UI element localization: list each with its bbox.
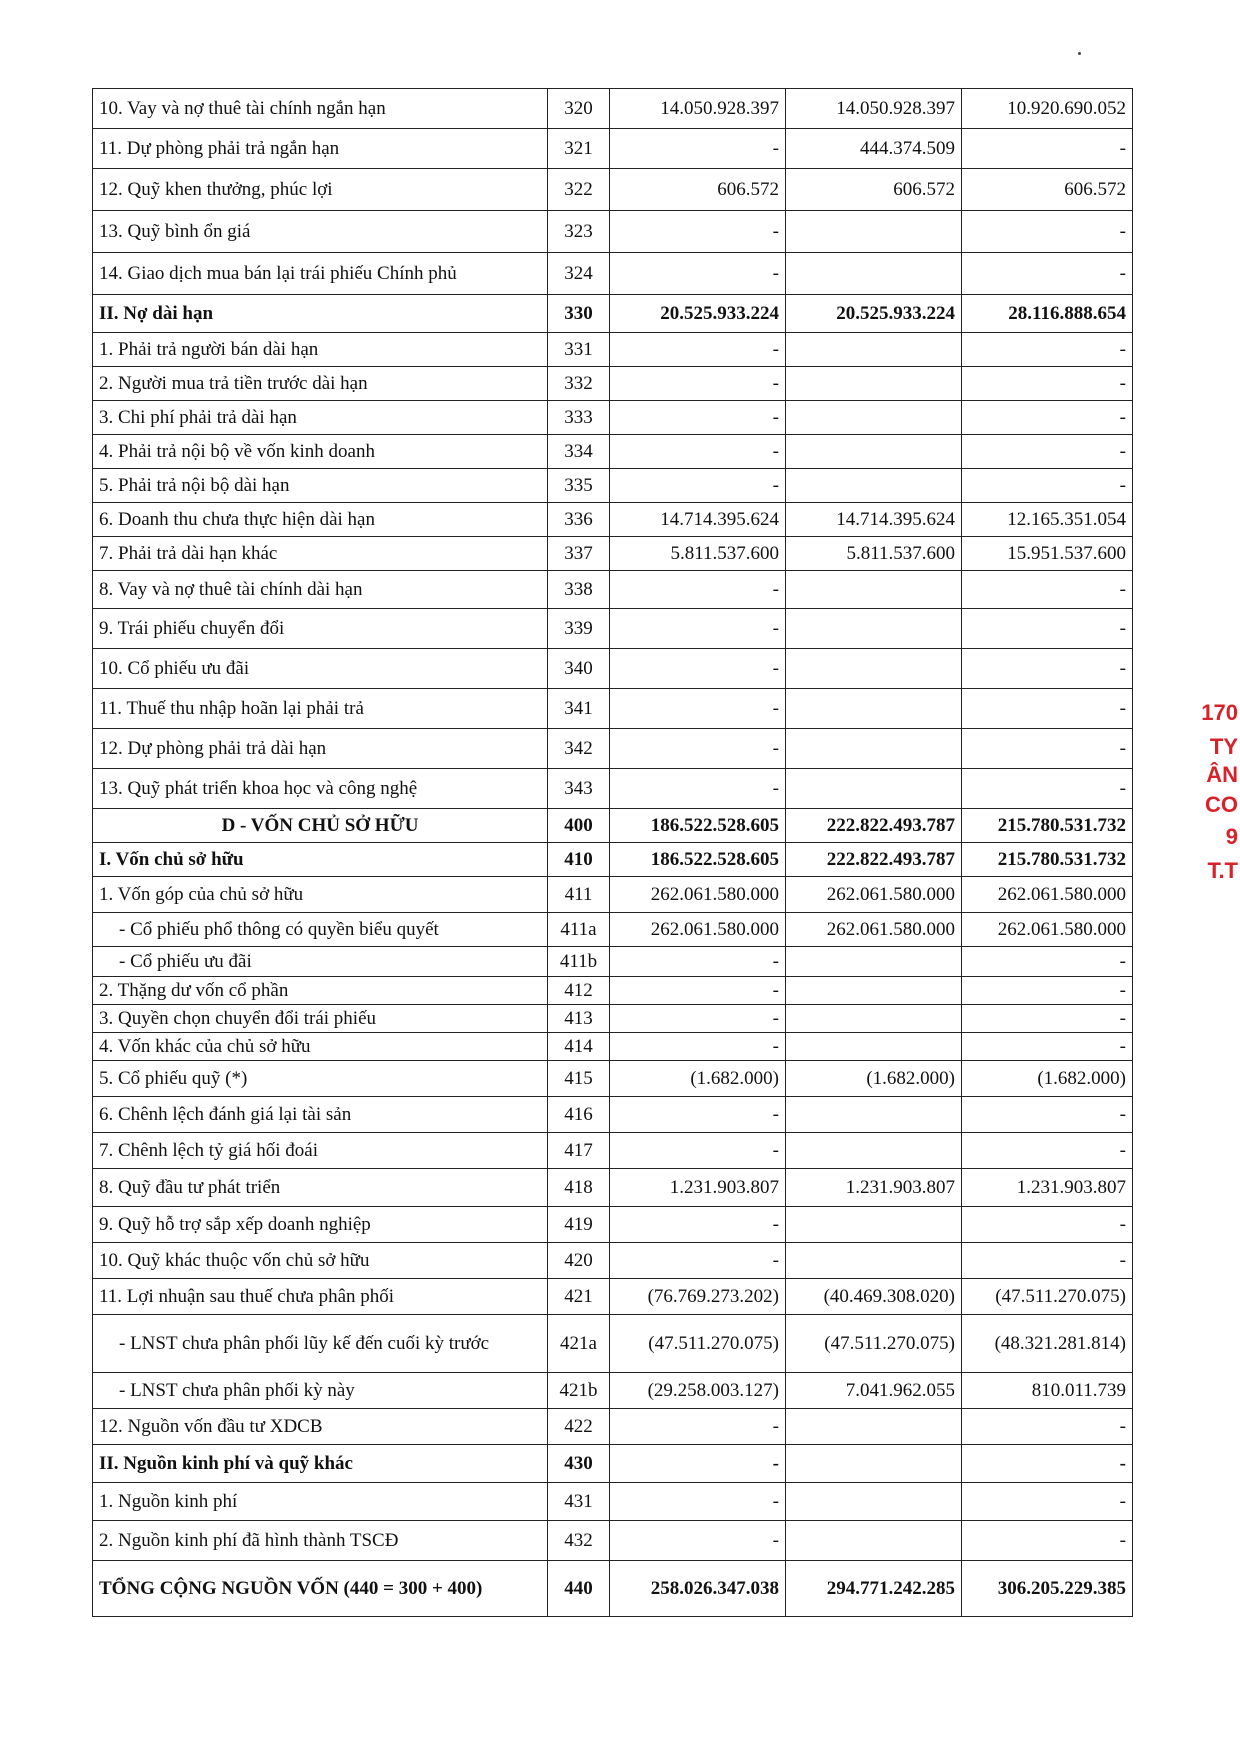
table-row (93, 689, 1133, 729)
table-row (93, 333, 1133, 367)
value-col-3: (1.682.000) (962, 1061, 1133, 1097)
row-code: 414 (548, 1033, 610, 1061)
value-col-3: - (962, 1409, 1133, 1445)
table-row (93, 947, 1133, 977)
value-col-3: 810.011.739 (962, 1373, 1133, 1409)
row-code: 400 (548, 809, 610, 843)
value-col-3: - (962, 1521, 1133, 1561)
value-col-3: - (962, 689, 1133, 729)
value-col-2: 606.572 (786, 169, 962, 211)
value-col-2 (786, 367, 962, 401)
table-row (93, 1409, 1133, 1445)
value-col-3: 262.061.580.000 (962, 913, 1133, 947)
row-code: 418 (548, 1169, 610, 1207)
value-col-3: - (962, 1243, 1133, 1279)
table-row (93, 89, 1133, 129)
row-label: D - VỐN CHỦ SỞ HỮU (93, 809, 548, 843)
table-row (93, 649, 1133, 689)
value-col-1: - (610, 1097, 786, 1133)
value-col-1: (47.511.270.075) (610, 1315, 786, 1373)
table-row (93, 729, 1133, 769)
value-col-1: 20.525.933.224 (610, 295, 786, 333)
row-code: 335 (548, 469, 610, 503)
row-label: 11. Thuế thu nhập hoãn lại phải trả (93, 689, 548, 729)
row-label: 11. Lợi nhuận sau thuế chưa phân phối (93, 1279, 548, 1315)
table-row (93, 1169, 1133, 1207)
value-col-3: 12.165.351.054 (962, 503, 1133, 537)
row-label: - LNST chưa phân phối lũy kế đến cuối kỳ trước (93, 1315, 548, 1373)
table-row (93, 1207, 1133, 1243)
value-col-3: - (962, 401, 1133, 435)
value-col-1: - (610, 333, 786, 367)
value-col-1: - (610, 435, 786, 469)
row-code: 411b (548, 947, 610, 977)
row-code: 341 (548, 689, 610, 729)
row-label: - Cổ phiếu phổ thông có quyền biểu quyết (93, 913, 548, 947)
seal-text: T.T (1207, 858, 1238, 883)
row-label: 10. Quỹ khác thuộc vốn chủ sở hữu (93, 1243, 548, 1279)
value-col-3: - (962, 1133, 1133, 1169)
row-code: 421b (548, 1373, 610, 1409)
value-col-2 (786, 211, 962, 253)
row-label: 2. Thặng dư vốn cổ phần (93, 977, 548, 1005)
value-col-3: 1.231.903.807 (962, 1169, 1133, 1207)
balance-sheet-table (92, 88, 1133, 1617)
value-col-2 (786, 1005, 962, 1033)
row-label: 5. Phải trả nội bộ dài hạn (93, 469, 548, 503)
value-col-2: 294.771.242.285 (786, 1561, 962, 1617)
table-row (93, 1315, 1133, 1373)
row-code: 421a (548, 1315, 610, 1373)
value-col-3: - (962, 129, 1133, 169)
table-row (93, 1061, 1133, 1097)
table-row (93, 295, 1133, 333)
value-col-1: (76.769.273.202) (610, 1279, 786, 1315)
value-col-3: - (962, 1207, 1133, 1243)
value-col-1: - (610, 1483, 786, 1521)
row-label: I. Vốn chủ sở hữu (93, 843, 548, 877)
value-col-1: (29.258.003.127) (610, 1373, 786, 1409)
value-col-1: - (610, 1133, 786, 1169)
value-col-1: - (610, 211, 786, 253)
value-col-3: (47.511.270.075) (962, 1279, 1133, 1315)
table-row (93, 1561, 1133, 1617)
value-col-3: 15.951.537.600 (962, 537, 1133, 571)
value-col-1: - (610, 689, 786, 729)
row-label: 13. Quỹ phát triển khoa học và công nghệ (93, 769, 548, 809)
row-label: 4. Phải trả nội bộ về vốn kinh doanh (93, 435, 548, 469)
value-col-2: 222.822.493.787 (786, 809, 962, 843)
value-col-2: (1.682.000) (786, 1061, 962, 1097)
row-code: 432 (548, 1521, 610, 1561)
value-col-3: 28.116.888.654 (962, 295, 1133, 333)
row-code: 334 (548, 435, 610, 469)
row-label: 3. Quyền chọn chuyển đổi trái phiếu (93, 1005, 548, 1033)
value-col-1: (1.682.000) (610, 1061, 786, 1097)
table-row (93, 809, 1133, 843)
value-col-1: 606.572 (610, 169, 786, 211)
value-col-3: - (962, 367, 1133, 401)
table-row (93, 1005, 1133, 1033)
table-row (93, 571, 1133, 609)
scan-speck (1078, 52, 1081, 55)
value-col-3: - (962, 469, 1133, 503)
table-row (93, 211, 1133, 253)
row-label: 2. Nguồn kinh phí đã hình thành TSCĐ (93, 1521, 548, 1561)
value-col-2 (786, 1445, 962, 1483)
value-col-2 (786, 1207, 962, 1243)
value-col-2 (786, 1409, 962, 1445)
value-col-3: 606.572 (962, 169, 1133, 211)
table-row (93, 401, 1133, 435)
row-code: 333 (548, 401, 610, 435)
table-row (93, 253, 1133, 295)
value-col-2 (786, 1097, 962, 1133)
value-col-2 (786, 333, 962, 367)
value-col-2: 262.061.580.000 (786, 913, 962, 947)
row-code: 440 (548, 1561, 610, 1617)
value-col-1: - (610, 729, 786, 769)
table-row (93, 769, 1133, 809)
company-seal-fragment (1192, 700, 1240, 910)
table-row (93, 877, 1133, 913)
row-label: 5. Cổ phiếu quỹ (*) (93, 1061, 548, 1097)
value-col-1: 5.811.537.600 (610, 537, 786, 571)
row-code: 330 (548, 295, 610, 333)
row-code: 415 (548, 1061, 610, 1097)
value-col-3: - (962, 729, 1133, 769)
row-code: 321 (548, 129, 610, 169)
row-code: 411a (548, 913, 610, 947)
table-row (93, 1097, 1133, 1133)
value-col-3: - (962, 333, 1133, 367)
value-col-1: - (610, 1521, 786, 1561)
table-row (93, 129, 1133, 169)
row-label: 12. Nguồn vốn đầu tư XDCB (93, 1409, 548, 1445)
value-col-1: - (610, 947, 786, 977)
value-col-1: - (610, 977, 786, 1005)
value-col-2 (786, 977, 962, 1005)
row-label: 6. Chênh lệch đánh giá lại tài sản (93, 1097, 548, 1133)
table-row (93, 913, 1133, 947)
table-row (93, 469, 1133, 503)
row-label: II. Nguồn kinh phí và quỹ khác (93, 1445, 548, 1483)
value-col-1: 1.231.903.807 (610, 1169, 786, 1207)
value-col-1: 258.026.347.038 (610, 1561, 786, 1617)
value-col-3: - (962, 1033, 1133, 1061)
value-col-1: 186.522.528.605 (610, 809, 786, 843)
value-col-3: 215.780.531.732 (962, 843, 1133, 877)
table-row (93, 435, 1133, 469)
value-col-2 (786, 649, 962, 689)
row-label: 1. Nguồn kinh phí (93, 1483, 548, 1521)
value-col-3: 10.920.690.052 (962, 89, 1133, 129)
value-col-3: - (962, 1445, 1133, 1483)
row-label: 11. Dự phòng phải trả ngắn hạn (93, 129, 548, 169)
row-code: 412 (548, 977, 610, 1005)
value-col-3: - (962, 609, 1133, 649)
value-col-1: 262.061.580.000 (610, 913, 786, 947)
value-col-2 (786, 1483, 962, 1521)
table-row (93, 609, 1133, 649)
table-row (93, 1445, 1133, 1483)
value-col-1: - (610, 609, 786, 649)
value-col-3: - (962, 947, 1133, 977)
value-col-3: - (962, 649, 1133, 689)
table-row (93, 1033, 1133, 1061)
row-code: 338 (548, 571, 610, 609)
value-col-1: 186.522.528.605 (610, 843, 786, 877)
row-label: 12. Dự phòng phải trả dài hạn (93, 729, 548, 769)
value-col-3: - (962, 571, 1133, 609)
value-col-2: (40.469.308.020) (786, 1279, 962, 1315)
row-label: 10. Vay và nợ thuê tài chính ngắn hạn (93, 89, 548, 129)
table-row (93, 1373, 1133, 1409)
value-col-3: 262.061.580.000 (962, 877, 1133, 913)
row-label: 4. Vốn khác của chủ sở hữu (93, 1033, 548, 1061)
table-row (93, 503, 1133, 537)
row-code: 411 (548, 877, 610, 913)
seal-text: ÂN (1206, 762, 1238, 787)
row-code: 419 (548, 1207, 610, 1243)
table-row (93, 1521, 1133, 1561)
value-col-2 (786, 947, 962, 977)
value-col-3: - (962, 769, 1133, 809)
row-label: 8. Quỹ đầu tư phát triển (93, 1169, 548, 1207)
row-label: 12. Quỹ khen thưởng, phúc lợi (93, 169, 548, 211)
row-code: 322 (548, 169, 610, 211)
table-row (93, 367, 1133, 401)
value-col-1: - (610, 1005, 786, 1033)
value-col-2 (786, 1521, 962, 1561)
row-code: 320 (548, 89, 610, 129)
table-row (93, 843, 1133, 877)
value-col-1: - (610, 469, 786, 503)
value-col-2: 222.822.493.787 (786, 843, 962, 877)
value-col-2 (786, 689, 962, 729)
row-label: 9. Trái phiếu chuyển đổi (93, 609, 548, 649)
value-col-1: - (610, 129, 786, 169)
value-col-2: 444.374.509 (786, 129, 962, 169)
seal-text: 9 (1225, 824, 1238, 849)
row-code: 343 (548, 769, 610, 809)
value-col-1: - (610, 253, 786, 295)
value-col-2 (786, 609, 962, 649)
row-label: II. Nợ dài hạn (93, 295, 548, 333)
table-row (93, 537, 1133, 571)
row-code: 430 (548, 1445, 610, 1483)
row-code: 416 (548, 1097, 610, 1133)
value-col-3: 306.205.229.385 (962, 1561, 1133, 1617)
value-col-2 (786, 1133, 962, 1169)
value-col-2 (786, 253, 962, 295)
value-col-1: 14.714.395.624 (610, 503, 786, 537)
table-row (93, 1279, 1133, 1315)
value-col-1: - (610, 401, 786, 435)
row-label: 7. Phải trả dài hạn khác (93, 537, 548, 571)
row-code: 417 (548, 1133, 610, 1169)
value-col-2: (47.511.270.075) (786, 1315, 962, 1373)
value-col-1: - (610, 571, 786, 609)
value-col-3: - (962, 1097, 1133, 1133)
row-label: 14. Giao dịch mua bán lại trái phiếu Chính phủ (93, 253, 548, 295)
value-col-2 (786, 435, 962, 469)
value-col-3: - (962, 253, 1133, 295)
value-col-1: - (610, 1445, 786, 1483)
value-col-3: - (962, 1483, 1133, 1521)
table-row (93, 169, 1133, 211)
value-col-2: 262.061.580.000 (786, 877, 962, 913)
row-label: 9. Quỹ hỗ trợ sắp xếp doanh nghiệp (93, 1207, 548, 1243)
seal-text: 170 (1201, 700, 1238, 725)
value-col-2: 5.811.537.600 (786, 537, 962, 571)
row-code: 337 (548, 537, 610, 571)
row-label: TỔNG CỘNG NGUỒN VỐN (440 = 300 + 400) (93, 1561, 548, 1617)
value-col-2 (786, 1033, 962, 1061)
seal-text: TY (1209, 734, 1238, 759)
value-col-3: - (962, 435, 1133, 469)
row-code: 340 (548, 649, 610, 689)
value-col-1: - (610, 649, 786, 689)
value-col-2 (786, 769, 962, 809)
value-col-2 (786, 571, 962, 609)
row-code: 413 (548, 1005, 610, 1033)
row-label: 2. Người mua trả tiền trước dài hạn (93, 367, 548, 401)
value-col-2 (786, 1243, 962, 1279)
table-row (93, 977, 1133, 1005)
row-code: 323 (548, 211, 610, 253)
row-code: 420 (548, 1243, 610, 1279)
row-code: 342 (548, 729, 610, 769)
row-code: 410 (548, 843, 610, 877)
value-col-2 (786, 469, 962, 503)
row-label: 13. Quỹ bình ổn giá (93, 211, 548, 253)
table-row (93, 1483, 1133, 1521)
value-col-2: 1.231.903.807 (786, 1169, 962, 1207)
value-col-1: 262.061.580.000 (610, 877, 786, 913)
seal-text: CO (1205, 792, 1238, 817)
row-code: 324 (548, 253, 610, 295)
row-label: 3. Chi phí phải trả dài hạn (93, 401, 548, 435)
value-col-2 (786, 729, 962, 769)
row-label: 8. Vay và nợ thuê tài chính dài hạn (93, 571, 548, 609)
row-label: 10. Cổ phiếu ưu đãi (93, 649, 548, 689)
value-col-3: - (962, 211, 1133, 253)
row-code: 422 (548, 1409, 610, 1445)
row-label: - LNST chưa phân phối kỳ này (93, 1373, 548, 1409)
value-col-2: 14.050.928.397 (786, 89, 962, 129)
value-col-1: - (610, 367, 786, 401)
row-code: 332 (548, 367, 610, 401)
row-label: 1. Vốn góp của chủ sở hữu (93, 877, 548, 913)
row-code: 339 (548, 609, 610, 649)
value-col-1: - (610, 1207, 786, 1243)
value-col-3: (48.321.281.814) (962, 1315, 1133, 1373)
value-col-1: - (610, 1033, 786, 1061)
row-label: - Cổ phiếu ưu đãi (93, 947, 548, 977)
value-col-3: 215.780.531.732 (962, 809, 1133, 843)
table-row (93, 1243, 1133, 1279)
row-code: 336 (548, 503, 610, 537)
value-col-2 (786, 401, 962, 435)
value-col-2: 20.525.933.224 (786, 295, 962, 333)
row-label: 7. Chênh lệch tỷ giá hối đoái (93, 1133, 548, 1169)
row-label: 1. Phải trả người bán dài hạn (93, 333, 548, 367)
value-col-3: - (962, 1005, 1133, 1033)
row-code: 331 (548, 333, 610, 367)
table-row (93, 1133, 1133, 1169)
value-col-1: - (610, 1409, 786, 1445)
row-code: 431 (548, 1483, 610, 1521)
row-label: 6. Doanh thu chưa thực hiện dài hạn (93, 503, 548, 537)
value-col-2: 14.714.395.624 (786, 503, 962, 537)
row-code: 421 (548, 1279, 610, 1315)
value-col-1: 14.050.928.397 (610, 89, 786, 129)
value-col-2: 7.041.962.055 (786, 1373, 962, 1409)
value-col-1: - (610, 1243, 786, 1279)
value-col-3: - (962, 977, 1133, 1005)
value-col-1: - (610, 769, 786, 809)
